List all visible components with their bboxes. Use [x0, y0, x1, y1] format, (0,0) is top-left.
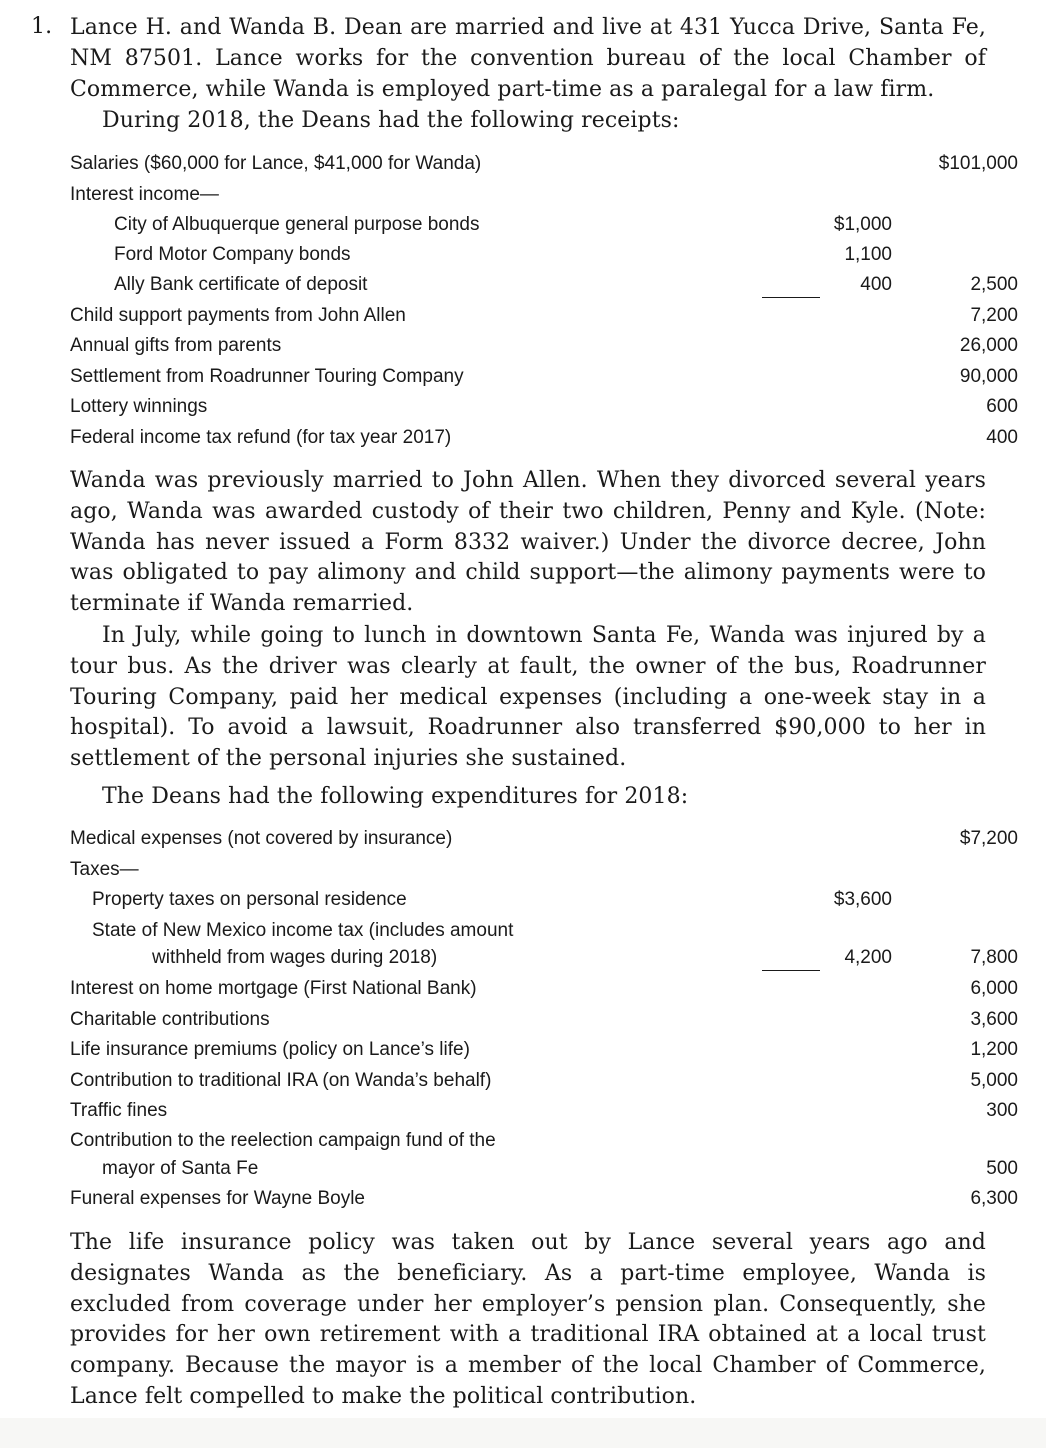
- row-label: Traffic fines: [70, 1100, 168, 1121]
- row-label: Charitable contributions: [70, 1009, 270, 1030]
- row-label: State of New Mexico income tax (includes amount: [92, 920, 514, 941]
- row-label: City of Albuquerque general purpose bonds: [114, 214, 480, 235]
- row-total: 1,200: [970, 1039, 1018, 1060]
- table-row: [70, 918, 950, 944]
- table-row: [70, 1007, 1018, 1033]
- table-row: [70, 182, 950, 208]
- row-total: 500: [986, 1158, 1018, 1179]
- table-row: [70, 364, 1018, 390]
- table-row: [70, 1128, 950, 1154]
- row-total: 6,000: [970, 978, 1018, 999]
- subtotal-underline: [762, 970, 820, 971]
- row-total: 2,500: [970, 274, 1018, 295]
- expenditures-intro: The Deans had the following expenditures for 2018:: [102, 784, 689, 809]
- row-label: Interest on home mortgage (First National Bank): [70, 978, 477, 999]
- row-amount: $1,000: [833, 214, 892, 235]
- table-row: [70, 1186, 1018, 1212]
- receipts-intro: During 2018, the Deans had the following receipts:: [102, 108, 680, 133]
- row-total: 600: [986, 396, 1018, 417]
- row-total: 7,800: [970, 947, 1018, 968]
- table-row: [70, 976, 1018, 1002]
- row-label: Settlement from Roadrunner Touring Company: [70, 366, 464, 387]
- row-total: 26,000: [959, 335, 1018, 356]
- row-label-continued: withheld from wages during 2018): [152, 947, 438, 968]
- row-label: Life insurance premiums (policy on Lance’s life): [70, 1039, 470, 1060]
- subtotal-underline: [762, 297, 820, 298]
- table-row: [70, 272, 1018, 298]
- row-total: 7,200: [970, 305, 1018, 326]
- table-row: [70, 1037, 1018, 1063]
- row-label: Interest income—: [70, 184, 219, 205]
- row-total: 300: [986, 1100, 1018, 1121]
- row-label: Federal income tax refund (for tax year 2017): [70, 427, 452, 448]
- table-row: [70, 945, 1018, 971]
- divorce-paragraph: Wanda was previously married to John Allen. When they divorced several years ago, Wanda was awarded custody of their two children, Penny and Kyle. (Note: Wanda has never issued a Form 8332 waiver.) Under the divorce decree, John was obligated to pay alimony and child support—the alimony payments were to terminate if Wanda remarried.: [70, 468, 986, 617]
- table-row: [70, 425, 1018, 451]
- row-amount: 1,100: [844, 244, 892, 265]
- problem-number: 1.: [31, 14, 53, 39]
- row-total: $101,000: [938, 153, 1018, 174]
- row-label: Funeral expenses for Wayne Boyle: [70, 1188, 366, 1209]
- row-label: Salaries ($60,000 for Lance, $41,000 for Wanda): [70, 153, 482, 174]
- row-label: Contribution to traditional IRA (on Wanda’s behalf): [70, 1070, 492, 1091]
- row-total: $7,200: [959, 828, 1018, 849]
- page-bottom-band: [0, 1418, 1046, 1448]
- row-label: Annual gifts from parents: [70, 335, 282, 356]
- row-label: Contribution to the reelection campaign fund of the: [70, 1130, 496, 1151]
- table-row: [70, 151, 1018, 177]
- table-row: [70, 394, 1018, 420]
- row-label: Lottery winnings: [70, 396, 208, 417]
- row-total: 400: [986, 427, 1018, 448]
- table-row: [70, 212, 950, 238]
- row-label-continued: mayor of Santa Fe: [102, 1158, 259, 1179]
- row-label: Ally Bank certificate of deposit: [114, 274, 368, 295]
- table-row: [70, 857, 950, 883]
- row-label: Ford Motor Company bonds: [114, 244, 351, 265]
- row-amount: $3,600: [833, 889, 892, 910]
- row-amount: 4,200: [844, 947, 892, 968]
- table-row: [70, 826, 1018, 852]
- closing-paragraph: The life insurance policy was taken out by Lance several years ago and designates Wanda as the beneficiary. As a part-time employee, Wanda is excluded from coverage under her employer’s pension plan. Consequently, she provides for her own retirement with a traditional IRA obtained at a local trust company. Because the mayor is a member of the local Chamber of Commerce, Lance felt compelled to make the political contribution.: [70, 1230, 986, 1409]
- row-label: Taxes—: [70, 859, 139, 880]
- row-total: 3,600: [970, 1009, 1018, 1030]
- row-label: Medical expenses (not covered by insurance): [70, 828, 453, 849]
- row-total: 90,000: [959, 366, 1018, 387]
- row-label: Property taxes on personal residence: [92, 889, 407, 910]
- row-total: 6,300: [970, 1188, 1018, 1209]
- table-row: [70, 303, 1018, 329]
- row-amount: 400: [860, 274, 892, 295]
- table-row: [70, 1068, 1018, 1094]
- intro-paragraph: Lance H. and Wanda B. Dean are married and live at 431 Yucca Drive, Santa Fe, NM 87501. Lance works for the convention bureau of the local Chamber of Commerce, while Wanda is employed part-time as a paralegal for a law firm.: [70, 15, 986, 102]
- table-row: [70, 1098, 1018, 1124]
- injury-paragraph: In July, while going to lunch in downtown Santa Fe, Wanda was injured by a tour bus. As the driver was clearly at fault, the owner of the bus, Roadrunner Touring Company, paid her medical expenses (including a one-week stay in a hospital). To avoid a lawsuit, Roadrunner also transferred $90,000 to her in settlement of the personal injuries she sustained.: [70, 623, 986, 772]
- table-row: [70, 1156, 1018, 1182]
- table-row: [70, 887, 950, 913]
- table-row: [70, 333, 1018, 359]
- row-total: 5,000: [970, 1070, 1018, 1091]
- row-label: Child support payments from John Allen: [70, 305, 406, 326]
- table-row: [70, 242, 950, 268]
